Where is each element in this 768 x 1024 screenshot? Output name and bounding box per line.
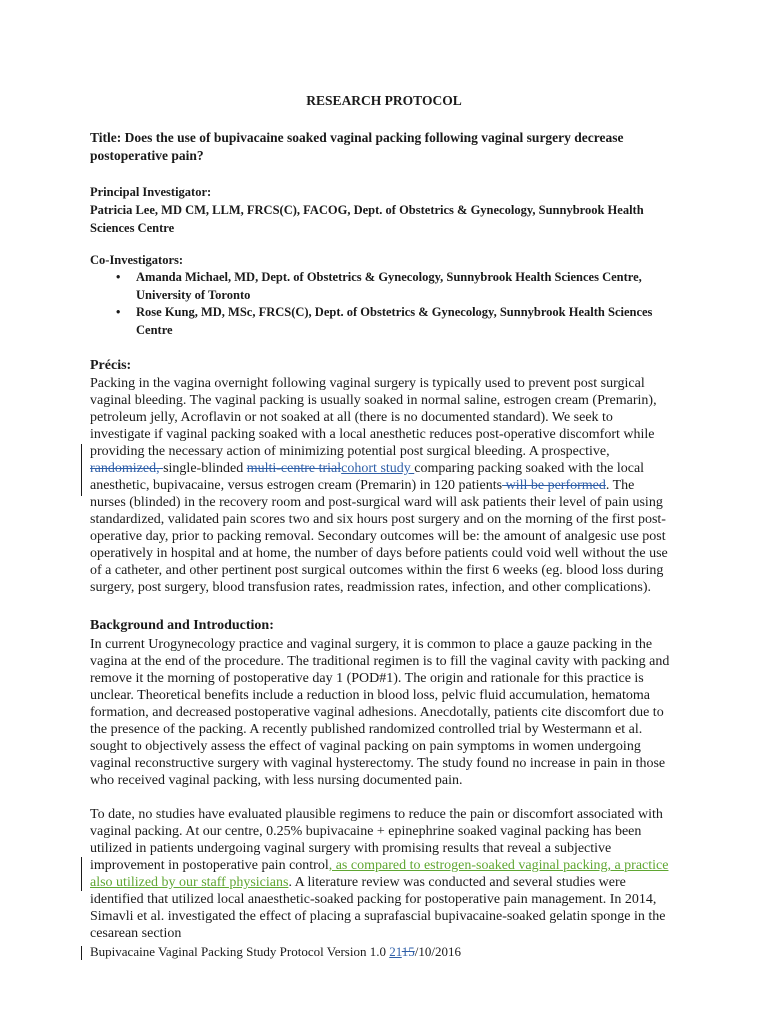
tracked-insertion: , as compared to estrogen-soaked vaginal packing, a practice also utilized by our staff physicians — [90, 858, 669, 890]
list-item: • Amanda Michael, MD, Dept. of Obstetrics & Gynecology, Sunnybrook Health Sciences Centre, University of Toronto — [116, 270, 642, 302]
background-heading: Background and Introduction: — [90, 618, 274, 633]
tracked-insertion: cohort study — [341, 461, 415, 476]
tracked-insertion: 21 — [389, 944, 402, 959]
tracked-deletion: will be performed — [502, 478, 606, 493]
co-investigators-list — [90, 269, 680, 339]
bullet-icon: • — [116, 305, 121, 319]
precis-paragraph: Packing in the vagina overnight following vaginal surgery is typically used to prevent post surgical vaginal bleeding. The vaginal packing is usually soaked in normal saline, estrogen cream (Premarin), petroleum jelly, Acroflavin or not soaked at all (there is no documented standard). We seek to investigate if vaginal packing soaked with a local anesthetic reduces post-operative discomfort while providing the necessary action of minimizing potential post surgical bleeding. A prospective, randomized, single-blinded multi-centre trialcohort study comparing packing soaked with the local anesthetic, bupivacaine, versus estrogen cream (Premarin) in 120 patients will be performed. The nurses (blinded) in the recovery room and post-surgical ward will ask patients their level of pain using standardized, validated pain scores two and six hours post surgery and on the morning of the first post-operative day, prior to packing removal. Secondary outcomes will be: the amount of analgesic use post operatively in hospital and at home, the number of days before patients could void well without the use of a catheter, and other pertinent post surgical outcomes within the first 6 weeks (eg. blood loss during surgery, post surgery, blood transfusion rates, readmission rates, infection, and other complications). — [90, 376, 668, 595]
protocol-title: Title: Does the use of bupivacaine soaked vaginal packing following vaginal surgery decrease postoperative pain? — [90, 130, 624, 163]
page-heading: RESEARCH PROTOCOL — [306, 93, 462, 108]
principal-investigator-label: Principal Investigator: — [90, 185, 212, 199]
page-footer: Bupivacaine Vaginal Packing Study Protocol Version 1.0 2115/10/2016 — [90, 944, 461, 959]
bullet-icon: • — [116, 270, 121, 284]
precis-heading: Précis: — [90, 358, 132, 373]
tracked-deletion: multi-centre trial — [246, 461, 342, 476]
tracked-deletion: randomized, — [90, 461, 164, 476]
list-item: • Rose Kung, MD, MSc, FRCS(C), Dept. of Obstetrics & Gynecology, Sunnybrook Health Sciences Centre — [116, 305, 653, 337]
principal-investigator-text: Patricia Lee, MD CM, LLM, FRCS(C), FACOG, Dept. of Obstetrics & Gynecology, Sunnybrook Health Sciences Centre — [90, 203, 644, 235]
tracked-deletion: 15 — [401, 944, 415, 959]
background-paragraph-2: To date, no studies have evaluated plausible regimens to reduce the pain or discomfort associated with vaginal packing. At our centre, 0.25% bupivacaine + epinephrine soaked vaginal packing has been utilized in patients undergoing vaginal surgery with promising results that reveal a subjective improvement in postoperative pain control, as compared to estrogen-soaked vaginal packing, a practice also utilized by our staff physicians. A literature review was conducted and several studies were identified that utilized local anaesthetic-soaked packing for postoperative pain management. In 2014, Simavli et al. investigated the effect of placing a suprafascial bupivacaine-soaked gelatin sponge in the cesarean section — [90, 807, 669, 941]
co-investigators-label: Co-Investigators: — [90, 253, 184, 267]
change-bar — [81, 444, 82, 496]
change-bar — [81, 946, 82, 960]
background-paragraph-1: In current Urogynecology practice and vaginal surgery, it is common to place a gauze packing in the vagina at the end of the procedure. The traditional regimen is to fill the vaginal cavity with packing and remove it the morning of postoperative day 1 (POD#1). The origin and rationale for this practice is unclear. Theoretical benefits include a reduction in blood loss, pelvic fluid accumulation, hematoma formation, and decreased postoperative vaginal adhesions. Anecdotally, patients cite discomfort due to the presence of the packing. A recently published randomized controlled trial by Westermann et al. sought to objectively assess the effect of vaginal packing on pain symptoms in women undergoing vaginal reconstructive surgery with vaginal hysterectomy. The study found no increase in pain in those who received vaginal packing, with less nursing documented pain. — [90, 637, 670, 788]
change-bar — [81, 857, 82, 891]
